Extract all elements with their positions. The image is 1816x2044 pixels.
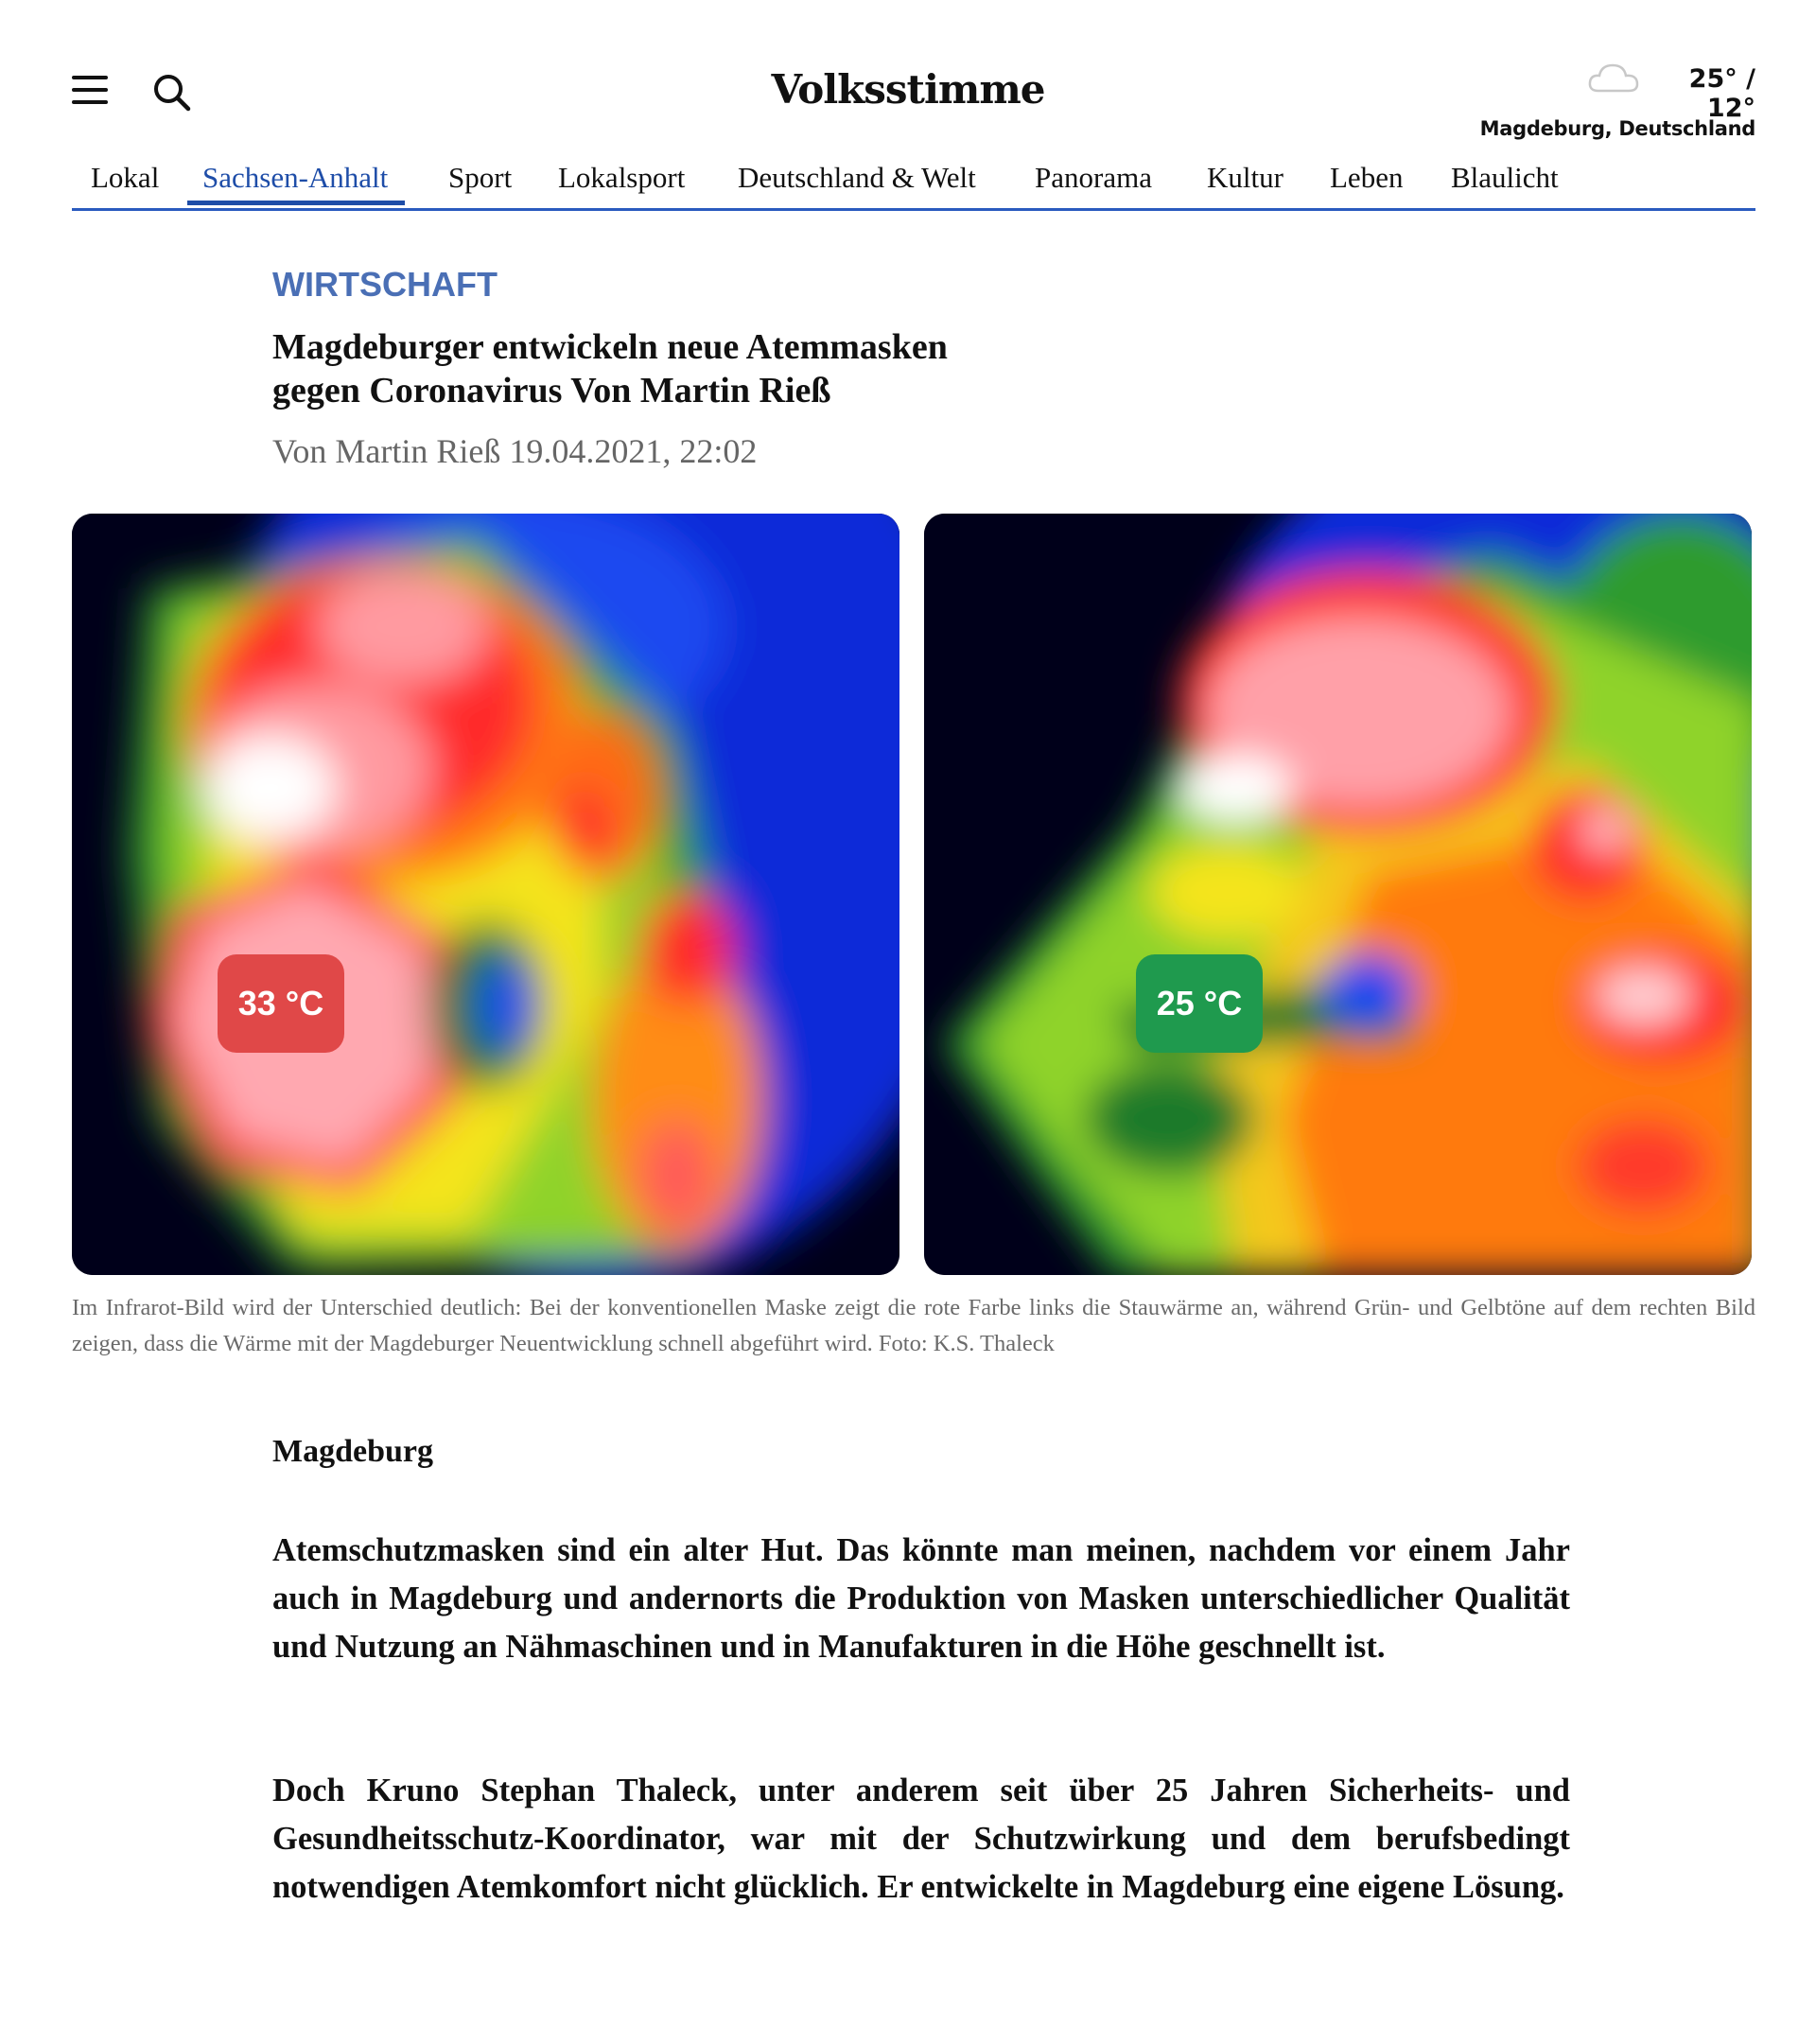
search-icon[interactable] bbox=[151, 72, 191, 112]
headline-line-2: gegen Coronavirus Von Martin Rieß bbox=[272, 371, 831, 411]
article-category[interactable]: WIRTSCHAFT bbox=[272, 265, 498, 304]
article-headline bbox=[272, 325, 1124, 412]
image-caption: Im Infrarot-Bild wird der Unterschied deutlich: Bei der konventionellen Maske zeigt die rote Farbe links die Stauwärme an, während Grün- und Gelbtöne auf dem rechten Bild zeigen, dass die Wärme mit der Magdeburger Neuentwicklung schnell abgeführt wird. Foto: K.S. Thaleck bbox=[72, 1295, 1755, 1356]
nav-item-lokalsport[interactable]: Lokalsport bbox=[558, 161, 686, 194]
nav-item-panorama[interactable]: Panorama bbox=[1035, 161, 1152, 194]
hamburger-menu-icon[interactable] bbox=[72, 76, 108, 104]
site-logo[interactable]: Volksstimme bbox=[771, 66, 1045, 113]
nav-item-lokal[interactable]: Lokal bbox=[91, 161, 160, 194]
thermal-face-left-graphic bbox=[72, 514, 899, 1275]
weather-temperature: 25° / 12° bbox=[1688, 64, 1755, 123]
nav-item-leben[interactable]: Leben bbox=[1330, 161, 1404, 194]
weather-location: Magdeburg, Deutschland bbox=[1479, 117, 1755, 140]
main-navigation bbox=[72, 161, 1755, 211]
nav-item-deutschland-welt[interactable]: Deutschland & Welt bbox=[738, 161, 976, 194]
temperature-badge-cool: 25 °C bbox=[1136, 954, 1263, 1053]
active-tab-indicator bbox=[187, 201, 405, 205]
article-byline: Von Martin Rieß 19.04.2021, 22:02 bbox=[272, 432, 758, 470]
article-dateline: Magdeburg bbox=[272, 1434, 433, 1469]
nav-item-kultur[interactable]: Kultur bbox=[1207, 161, 1283, 194]
nav-item-blaulicht[interactable]: Blaulicht bbox=[1451, 161, 1559, 194]
article-paragraph: Atemschutzmasken sind ein alter Hut. Das könnte man meinen, nachdem vor einem Jahr auch in Magdeburg und andernorts die Produktion von Masken unterschiedlicher Qualität und Nutzung an Nähmaschinen und in Manufakturen in die Höhe geschnellt ist. bbox=[272, 1532, 1570, 1665]
article-paragraph: Doch Kruno Stephan Thaleck, unter anderem seit über 25 Jahren Sicherheits- und Gesundheitsschutz-Koordinator, war mit der Schutzwirkung und dem berufsbedingt notwendigen Atemkomfort nicht glücklich. Er entwickelte in Magdeburg eine eigene Lösung. bbox=[272, 1773, 1570, 1905]
thermal-image-new-mask[interactable] bbox=[924, 514, 1752, 1275]
temperature-badge-hot: 33 °C bbox=[218, 954, 344, 1053]
nav-item-sport[interactable]: Sport bbox=[448, 161, 513, 194]
thermal-image-conventional-mask[interactable] bbox=[72, 514, 899, 1275]
nav-item-sachsen-anhalt[interactable]: Sachsen-Anhalt bbox=[202, 161, 389, 194]
headline-line-1: Magdeburger entwickeln neue Atemmasken bbox=[272, 327, 948, 367]
cloud-icon bbox=[1587, 61, 1640, 95]
thermal-face-right-graphic bbox=[924, 514, 1752, 1275]
